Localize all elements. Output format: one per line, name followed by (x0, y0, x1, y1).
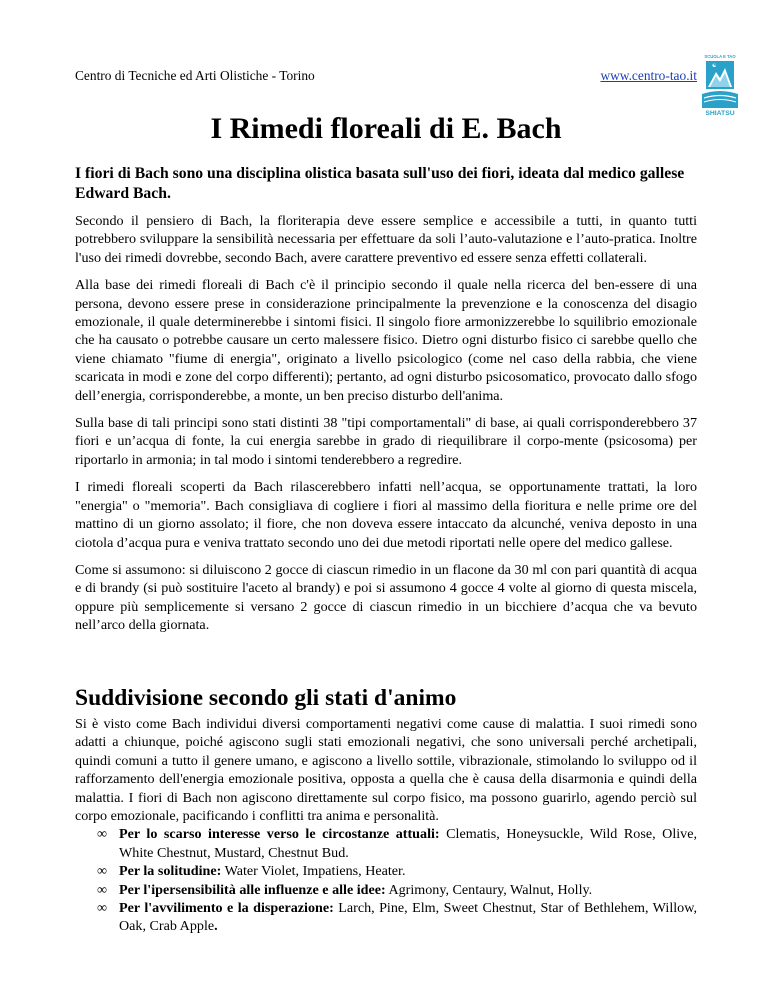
svg-text:☯: ☯ (712, 63, 717, 69)
list-item (97, 825, 697, 862)
item-text: Water Violet, Impatiens, Heater. (221, 863, 406, 880)
item-label: Per la solitudine: (119, 863, 222, 880)
organization-name: Centro di Tecniche ed Arti Olistiche - Torino (75, 68, 315, 83)
paragraph: Alla base dei rimedi floreali di Bach c'è il principio secondo il quale nella ricerca del ben-essere di una persona, devono essere prese in considerazione principalmente la prevenzione e la conoscenza del disagio emozionale, il quale determinerebbe i sintomi fisici. Il singolo fiore armonizzerebbe lo squilibrio emozionale che ha causato o potrebbe causare un certo malessere fisico. Dietro ogni disturbo fisico ci sarebbe quello che viene chiamato "fiume di energia", originato a livello psicologico (come nel caso della rabbia, che viene scaricata in modi e zone del corpo differenti); pertanto, ad ogni disturbo psicosomatico, provocato dallo sfogo dell’energia, corrisponderebbe, a monte, un ben preciso disturbo dell'anima. (75, 277, 697, 404)
list-item (97, 862, 697, 880)
item-text: Clematis, Honeysuckle, Wild Rose, Olive, White Chestnut, Mustard, Chestnut Bud. (119, 826, 698, 861)
infinity-bullet-icon: ∞ (97, 863, 108, 880)
item-text: Larch, Pine, Elm, Sweet Chestnut, Star of Bethlehem, Willow, Oak, Crab Apple (119, 900, 697, 935)
paragraph: I rimedi floreali scoperti da Bach rilascerebbero infatti nell’acqua, se opportunamente trattati, la loro "energia" o "memoria". Bach consigliava di cogliere i fiori al massimo della fioritura e nelle prime ore del mattino di un giorno assolato; il fiore, che non doveva essere intaccato da alcunché, veniva deposto in una ciotola d’acqua pura e veniva trattato secondo uno dei due metodi riportati nelle opere del medico gallese. (75, 479, 697, 551)
list-item (97, 881, 697, 899)
remedy-list (75, 825, 697, 935)
item-label: Per lo scarso interesse verso le circostanze attuali: (119, 826, 440, 843)
section-intro: Si è visto come Bach individui diversi comportamenti negativi come cause di malattia. I suoi rimedi sono adatti a chiunque, poiché agiscono sugli stati emozionali negativi, che sono universali perché archetipali, quindi comuni a tutto il genere umano, e agiscono a livello sottile, vibrazionale, stimolando lo sviluppo od il rafforzamento dell'energia emozionale positiva, opposta a quella che è causa della disarmonia e quindi della malattia. I fiori di Bach non agiscono direttamente sul corpo fisico, ma possono guarirlo, agendo perciò sul corpo emozionale, pacificando i conflitti tra anima e personalità. (75, 715, 697, 824)
school-logo (700, 52, 740, 118)
website-link[interactable]: www.centro-tao.it (600, 68, 697, 83)
svg-text:SHIATSU: SHIATSU (705, 110, 735, 117)
item-end: . (214, 918, 218, 935)
lead-paragraph: I fiori di Bach sono una disciplina olistica basata sull'uso dei fiori, ideata dal medico gallese Edward Bach. (75, 165, 685, 202)
item-label: Per l'avvilimento e la disperazione: (119, 900, 334, 916)
paragraph: Come si assumono: si diluiscono 2 gocce di ciascun rimedio in un flacone da 30 ml con pari quantità di acqua e di brandy (si può sostituire l'aceto al brandy) e poi si assumono 4 gocce 4 volte al giorno di questa miscela, oppure più semplicemente si versano 2 gocce di ciascun rimedio in un bicchiere d’acqua che va bevuto nell’arco della giornata. (75, 561, 697, 634)
paragraph: Secondo il pensiero di Bach, la floriterapia deve essere semplice e accessibile a tutti, in quanto tutti potrebbero sviluppare la sensibilità necessaria per effettuare da soli l’auto-valutazione e l’auto-pratica. Inoltre l'uso dei rimedi dovrebbe, secondo Bach, avere carattere preventivo ed essere senza effetti collaterali. (75, 213, 697, 266)
infinity-bullet-icon: ∞ (97, 826, 108, 843)
item-text: Agrimony, Centaury, Walnut, Holly. (385, 881, 593, 898)
item-label: Per l'ipersensibilità alle influenze e alle idee: (119, 881, 386, 898)
list-item (97, 899, 697, 936)
page-header (75, 62, 697, 86)
section-heading: Suddivisione secondo gli stati d'animo (75, 684, 457, 711)
infinity-bullet-icon: ∞ (97, 881, 108, 898)
page-title: I Rimedi floreali di E. Bach (210, 112, 562, 145)
infinity-bullet-icon: ∞ (97, 900, 108, 916)
document-body (75, 164, 697, 936)
svg-text:SCUOLA E TAO: SCUOLA E TAO (704, 54, 736, 59)
paragraph: Sulla base di tali principi sono stati distinti 38 "tipi comportamentali" di base, ai quali corrisponderebbero 37 fiori e un’acqua di fonte, la cui energia sarebbe in grado di riequilibrare il corpo-mente (psicosoma) per riportarlo in armonia; in tal modo i sintomi tenderebbero a regredire. (75, 415, 697, 468)
